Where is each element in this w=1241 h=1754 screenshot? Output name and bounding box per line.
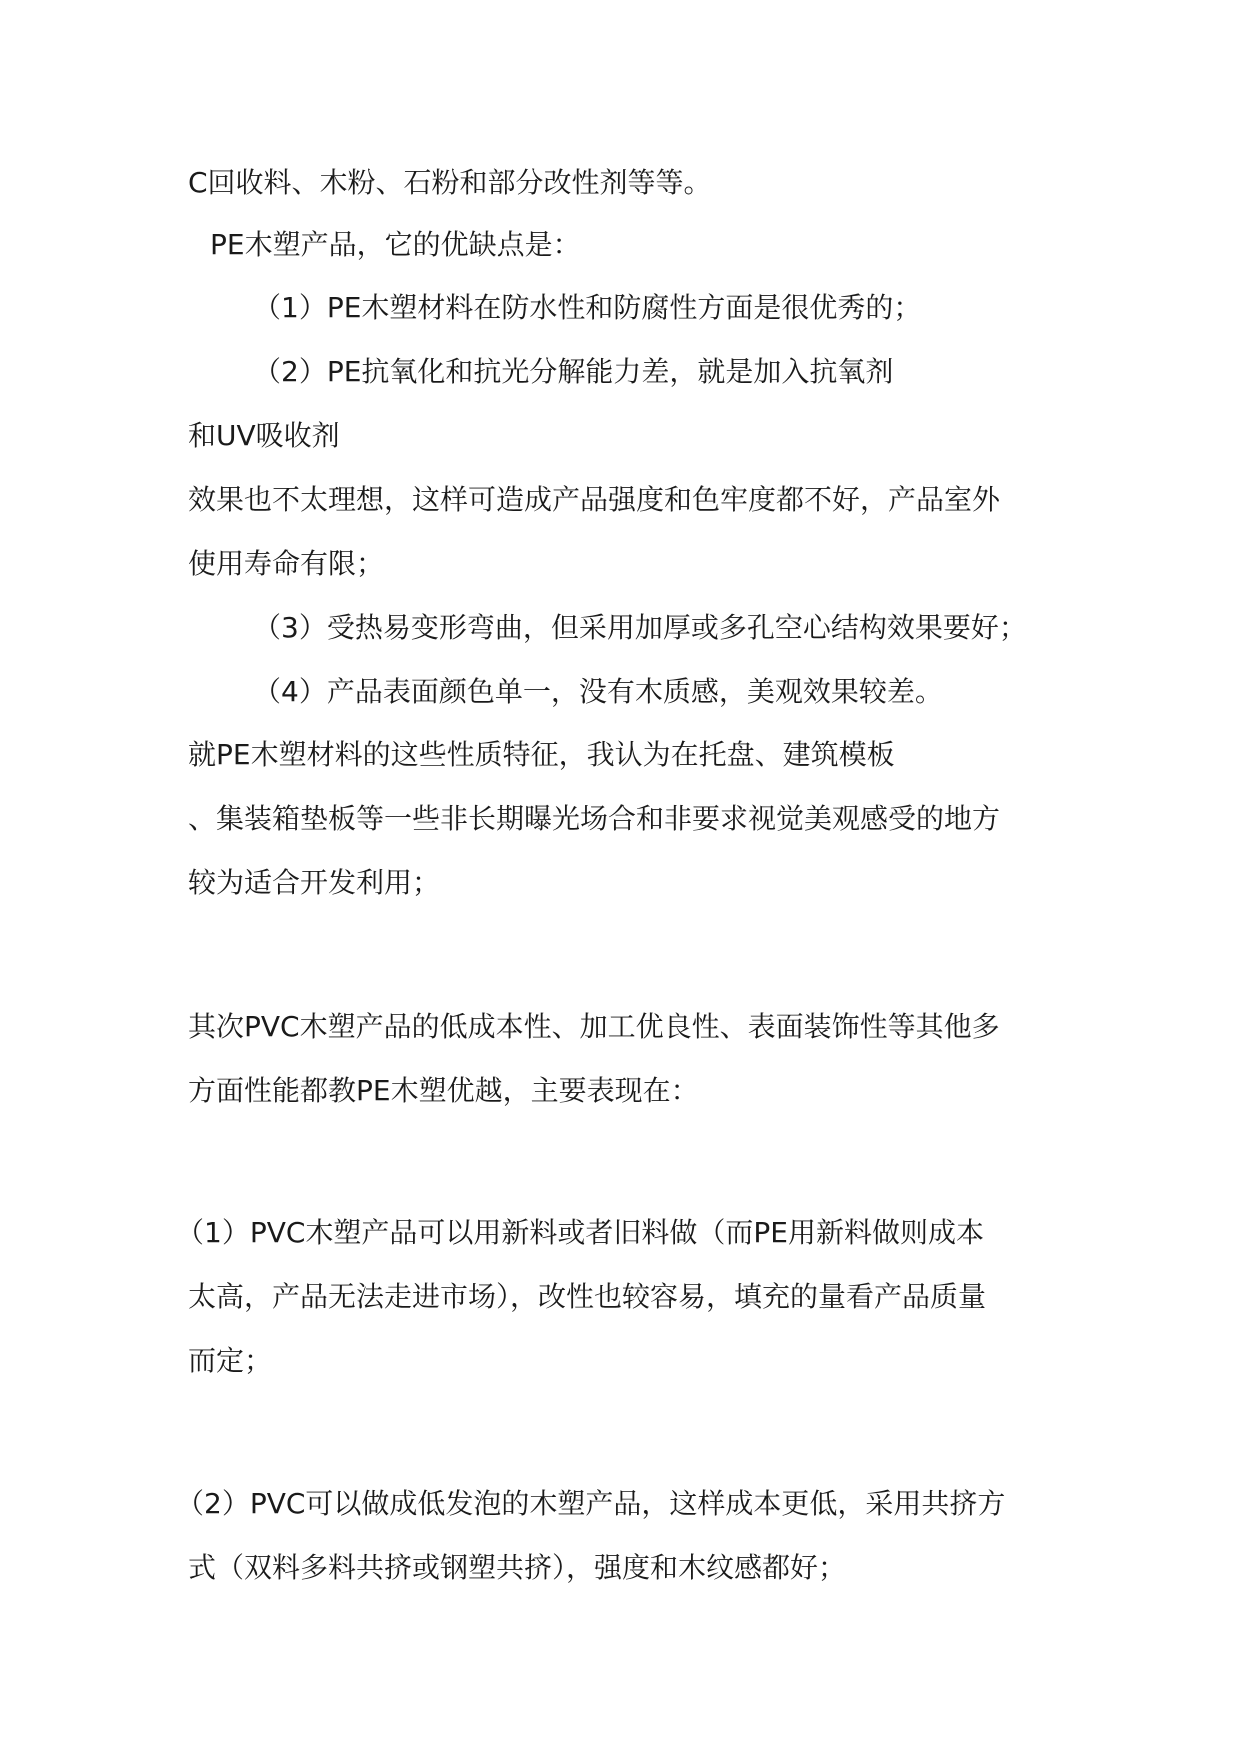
text-line: （2）PE抗氧化和抗光分解能力差，就是加入抗氧剂 bbox=[253, 355, 894, 388]
text-line: 太高，产品无法走进市场），改性也较容易，填充的量看产品质量 bbox=[188, 1280, 987, 1313]
text-line: 方面性能都教PE木塑优越，主要表现在： bbox=[188, 1074, 699, 1107]
text-line: 使用寿命有限； bbox=[188, 547, 385, 580]
text-line: 效果也不太理想，这样可造成产品强度和色牢度都不好，产品室外 bbox=[188, 483, 1001, 516]
text-line: C回收料、木粉、石粉和部分改性剂等等。 bbox=[188, 166, 712, 199]
text-line: PE木塑产品，它的优缺点是： bbox=[210, 228, 581, 261]
text-line: （1）PE木塑材料在防水性和防腐性方面是很优秀的； bbox=[253, 291, 922, 324]
text-line: 式（双料多料共挤或钢塑共挤），强度和木纹感都好； bbox=[188, 1551, 847, 1584]
text-line: 、集装箱垫板等一些非长期曝光场合和非要求视觉美观感受的地方 bbox=[188, 802, 1001, 835]
text-line: 就PE木塑材料的这些性质特征，我认为在托盘、建筑模板 bbox=[188, 738, 895, 771]
text-line: （2）PVC可以做成低发泡的木塑产品，这样成本更低，采用共挤方 bbox=[176, 1487, 1006, 1520]
text-line: 而定； bbox=[188, 1344, 273, 1377]
text-line: 和UV吸收剂 bbox=[188, 419, 340, 452]
text-line: （3）受热易变形弯曲，但采用加厚或多孔空心结构效果要好； bbox=[253, 611, 1027, 644]
text-line: （1）PVC木塑产品可以用新料或者旧料做（而PE用新料做则成本 bbox=[176, 1216, 984, 1249]
text-line: 其次PVC木塑产品的低成本性、加工优良性、表面装饰性等其他多 bbox=[188, 1010, 1000, 1043]
text-line: 较为适合开发利用； bbox=[188, 866, 441, 899]
text-line: （4）产品表面颜色单一，没有木质感，美观效果较差。 bbox=[253, 675, 943, 708]
